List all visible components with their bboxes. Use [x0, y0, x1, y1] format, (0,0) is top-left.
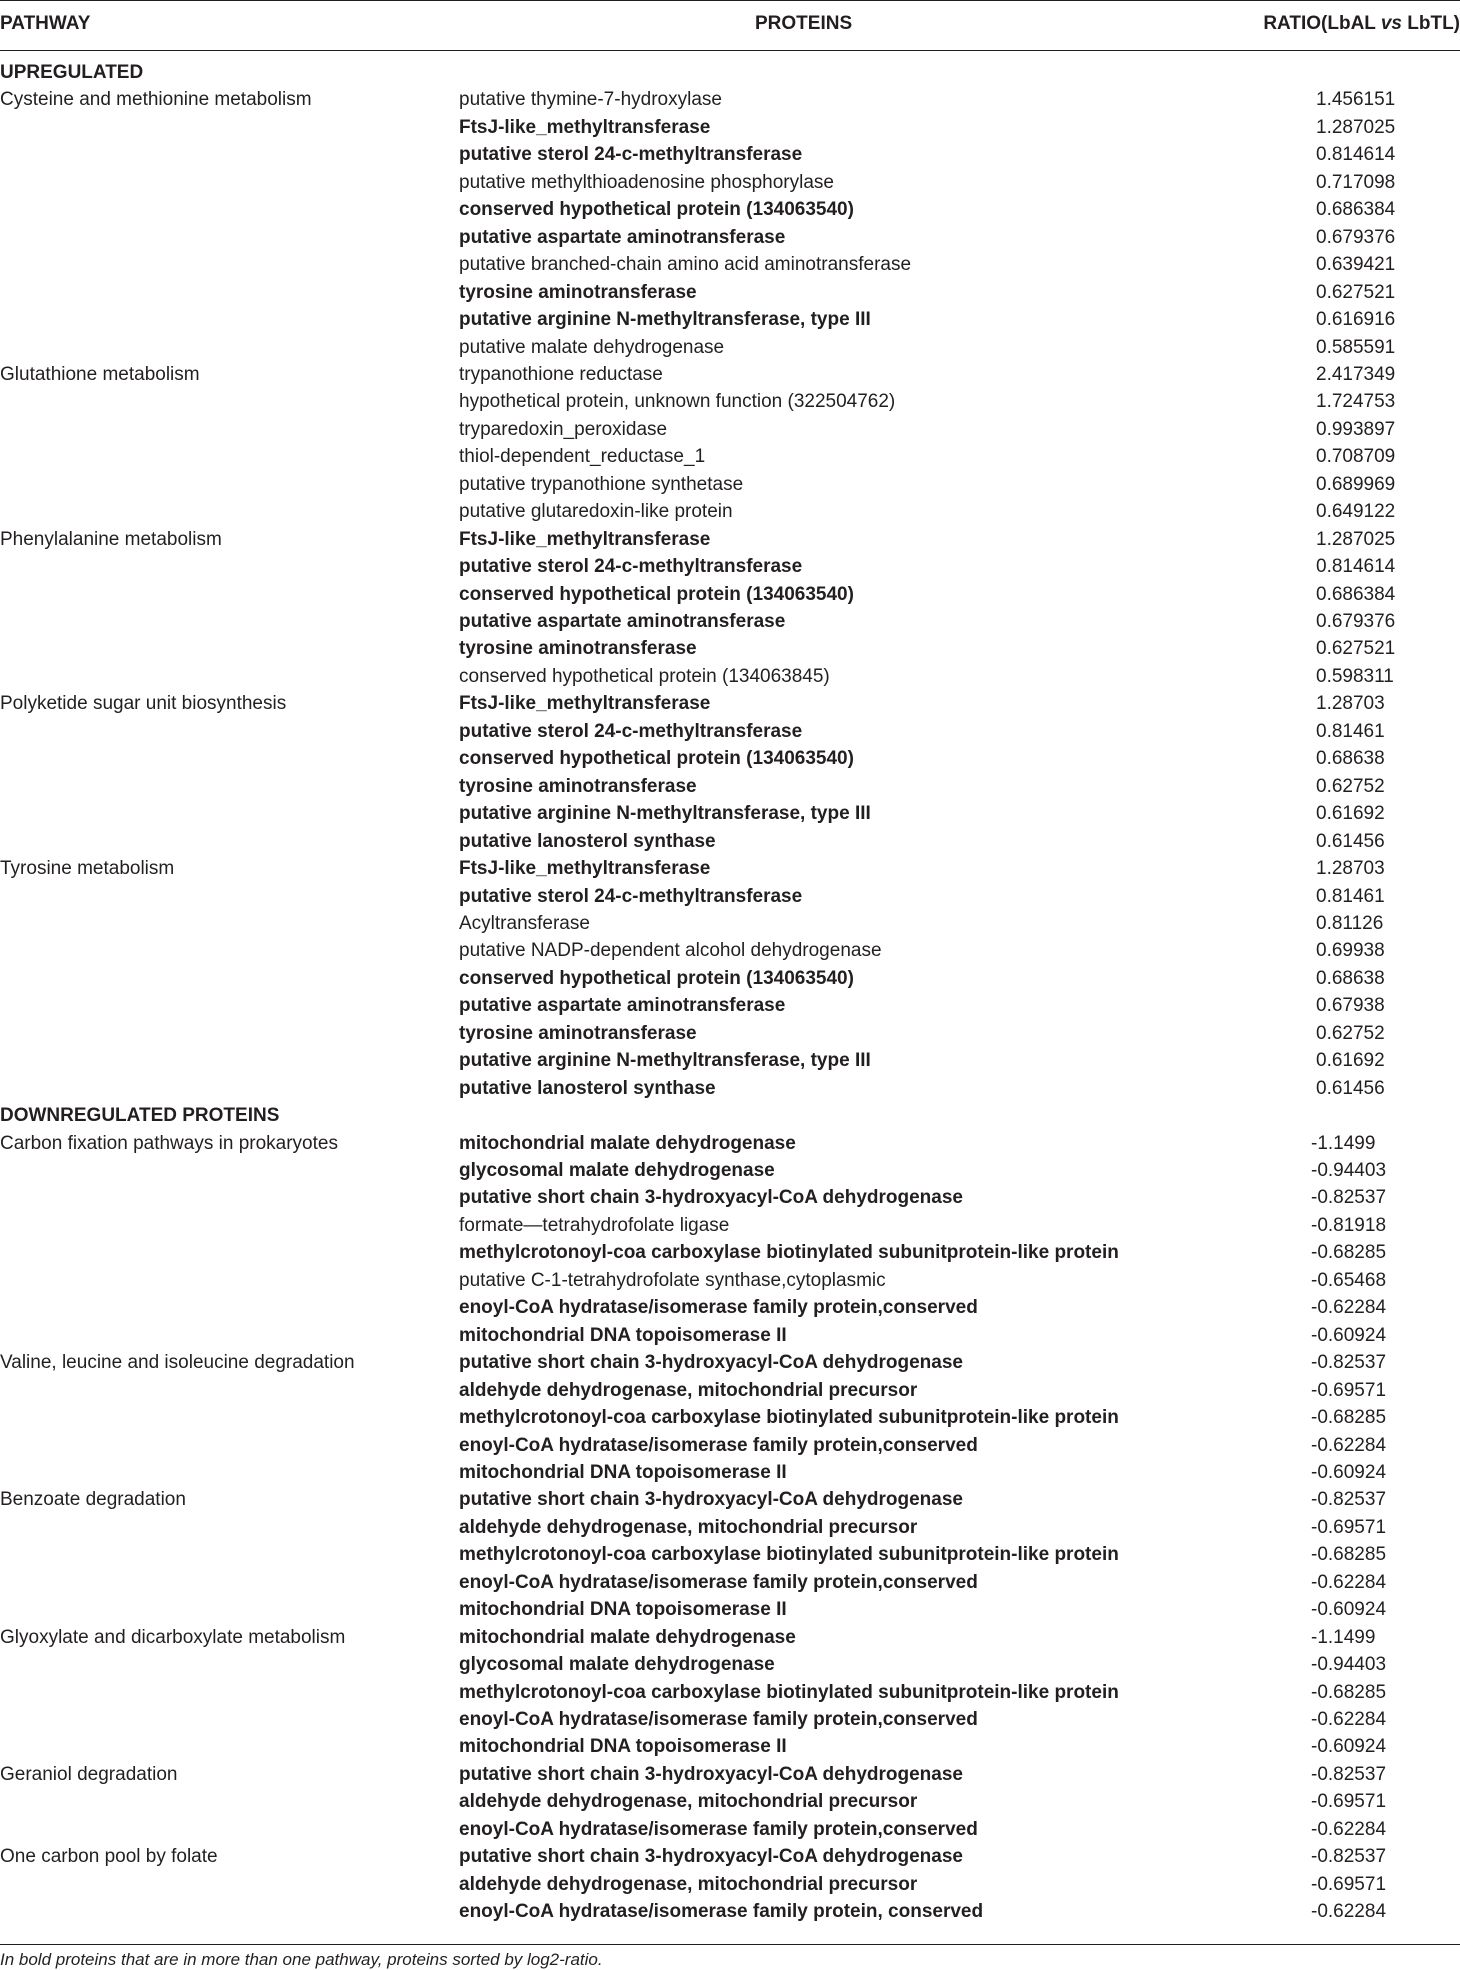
- protein-cell: putative aspartate aminotransferase: [459, 611, 786, 632]
- ratio-cell: 0.62752: [1316, 1022, 1385, 1044]
- table-row: [0, 1682, 1460, 1710]
- ratio-cell: -0.60924: [1311, 1461, 1387, 1483]
- table-row: [0, 584, 1460, 612]
- ratio-cell: 1.28703: [1316, 693, 1385, 715]
- protein-cell: enoyl-CoA hydratase/isomerase family protein, conserved: [459, 1901, 984, 1923]
- table-row: [0, 666, 1460, 694]
- table-row: [0, 721, 1460, 749]
- table-row: [0, 337, 1460, 365]
- table-row: [0, 1736, 1460, 1764]
- ratio-cell: -0.94403: [1311, 1654, 1387, 1676]
- ratio-cell: 0.81461: [1316, 720, 1385, 742]
- protein-cell: trypanothione reductase: [459, 363, 663, 385]
- table-row: [0, 1297, 1460, 1325]
- table-row: [0, 803, 1460, 831]
- protein-cell: thiol-dependent_reductase_1: [459, 446, 706, 468]
- table-row: [0, 1187, 1460, 1215]
- protein-cell: putative arginine N-methyltransferase, type III: [459, 803, 871, 825]
- table-row: [0, 501, 1460, 529]
- ratio-cell: 1.287025: [1316, 528, 1396, 550]
- table-row: [0, 858, 1460, 886]
- table-row: [0, 1627, 1460, 1655]
- protein-cell: putative short chain 3-hydroxyacyl-CoA dehydrogenase: [459, 1352, 963, 1374]
- ratio-cell: -0.82537: [1311, 1352, 1387, 1374]
- ratio-cell: 0.686384: [1316, 583, 1396, 605]
- table-row: [0, 913, 1460, 941]
- ratio-cell: 0.81461: [1316, 885, 1385, 907]
- protein-cell: putative sterol 24-c-methyltransferase: [459, 885, 803, 907]
- ratio-cell: -0.68285: [1311, 1681, 1387, 1703]
- protein-cell: putative aspartate aminotransferase: [459, 995, 786, 1017]
- pathway-cell: Phenylalanine metabolism: [0, 528, 222, 550]
- ratio-cell: -0.82537: [1311, 1763, 1387, 1785]
- pathway-cell: Tyrosine metabolism: [0, 858, 175, 880]
- header-pathway: PATHWAY: [0, 13, 91, 34]
- table-row: [0, 254, 1460, 282]
- protein-cell: putative aspartate aminotransferase: [459, 226, 786, 248]
- table-row: [0, 282, 1460, 310]
- table-row: [0, 831, 1460, 859]
- table-row: [0, 1407, 1460, 1435]
- table-row: [0, 89, 1460, 117]
- protein-cell: conserved hypothetical protein (134063540): [459, 583, 854, 605]
- table-row: [0, 776, 1460, 804]
- protein-cell: conserved hypothetical protein (134063540): [459, 199, 854, 221]
- section-title: UPREGULATED: [0, 62, 144, 83]
- protein-cell: putative lanosterol synthase: [459, 830, 716, 852]
- ratio-cell: -0.60924: [1311, 1599, 1387, 1621]
- protein-cell: conserved hypothetical protein (134063540): [459, 748, 854, 770]
- protein-cell: putative short chain 3-hydroxyacyl-CoA dehydrogenase: [459, 1846, 963, 1868]
- protein-cell: conserved hypothetical protein (134063845): [459, 665, 830, 687]
- ratio-cell: 0.639421: [1316, 254, 1396, 276]
- header-ratio-vs: vs: [1380, 13, 1402, 34]
- protein-cell: aldehyde dehydrogenase, mitochondrial precursor: [459, 1873, 918, 1895]
- table-row: [0, 199, 1460, 227]
- table-row: [0, 309, 1460, 337]
- ratio-cell: -1.1499: [1311, 1132, 1376, 1154]
- ratio-cell: 0.68638: [1316, 967, 1385, 989]
- ratio-cell: 0.679376: [1316, 611, 1396, 632]
- header-ratio-suffix: LbTL): [1401, 13, 1460, 34]
- protein-cell: enoyl-CoA hydratase/isomerase family protein,conserved: [459, 1434, 978, 1456]
- ratio-cell: -0.68285: [1311, 1544, 1387, 1566]
- ratio-cell: -0.82537: [1311, 1187, 1387, 1209]
- table-row: [0, 611, 1460, 639]
- protein-cell: mitochondrial DNA topoisomerase II: [459, 1324, 787, 1346]
- protein-cell: aldehyde dehydrogenase, mitochondrial precursor: [459, 1379, 918, 1401]
- protein-cell: tyrosine aminotransferase: [459, 638, 697, 660]
- protein-cell: enoyl-CoA hydratase/isomerase family protein,conserved: [459, 1709, 978, 1730]
- table-row: [0, 995, 1460, 1023]
- protein-cell: mitochondrial DNA topoisomerase II: [459, 1599, 787, 1621]
- protein-cell: hypothetical protein, unknown function (322504762): [459, 391, 896, 413]
- table-row: [0, 117, 1460, 145]
- protein-cell: aldehyde dehydrogenase, mitochondrial precursor: [459, 1791, 918, 1813]
- protein-cell: putative C-1-tetrahydrofolate synthase,cytoplasmic: [459, 1269, 886, 1291]
- pathway-cell: Geraniol degradation: [0, 1763, 178, 1785]
- protein-cell: putative branched-chain amino acid aminotransferase: [459, 254, 912, 276]
- ratio-cell: 0.61692: [1316, 1050, 1385, 1072]
- table-row: [0, 968, 1460, 996]
- ratio-cell: -0.62284: [1311, 1818, 1387, 1840]
- protein-cell: methylcrotonoyl-coa carboxylase biotinylated subunitprotein-like protein: [459, 1407, 1119, 1429]
- table-row: [0, 364, 1460, 392]
- protein-cell: putative lanosterol synthase: [459, 1077, 716, 1099]
- ratio-cell: -0.82537: [1311, 1489, 1387, 1511]
- table-row: [0, 144, 1460, 172]
- section-title: DOWNREGULATED PROTEINS: [0, 1105, 280, 1127]
- ratio-cell: 0.649122: [1316, 501, 1396, 523]
- ratio-cell: -0.68285: [1311, 1407, 1387, 1429]
- protein-cell: Acyltransferase: [459, 912, 590, 934]
- ratio-cell: -0.60924: [1311, 1324, 1387, 1346]
- table-row: [0, 1050, 1460, 1078]
- table-row: [0, 1764, 1460, 1792]
- ratio-cell: -0.62284: [1311, 1434, 1387, 1456]
- protein-cell: tryparedoxin_peroxidase: [459, 418, 668, 440]
- table-row: [0, 1352, 1460, 1380]
- table-row: [0, 1380, 1460, 1408]
- ratio-cell: 1.456151: [1316, 89, 1396, 111]
- ratio-cell: 0.62752: [1316, 775, 1385, 797]
- ratio-cell: 0.686384: [1316, 199, 1396, 221]
- table-row: [0, 1462, 1460, 1490]
- table-row: [0, 1517, 1460, 1545]
- table-row: [0, 1270, 1460, 1298]
- table-row: [0, 1846, 1460, 1874]
- ratio-cell: 0.814614: [1316, 556, 1396, 578]
- protein-cell: mitochondrial malate dehydrogenase: [459, 1132, 796, 1154]
- protein-cell: methylcrotonoyl-coa carboxylase biotinylated subunitprotein-like protein: [459, 1242, 1119, 1264]
- table-row: [0, 1023, 1460, 1051]
- ratio-cell: 1.287025: [1316, 116, 1396, 138]
- table-row: [0, 1489, 1460, 1517]
- ratio-cell: -0.62284: [1311, 1901, 1387, 1923]
- ratio-cell: 0.689969: [1316, 473, 1396, 495]
- protein-cell: formate—tetrahydrofolate ligase: [459, 1214, 730, 1236]
- ratio-cell: -0.62284: [1311, 1571, 1387, 1593]
- protein-cell: putative short chain 3-hydroxyacyl-CoA dehydrogenase: [459, 1187, 963, 1209]
- ratio-cell: 0.69938: [1316, 940, 1385, 962]
- protein-cell: enoyl-CoA hydratase/isomerase family protein,conserved: [459, 1571, 978, 1593]
- table-row: [0, 1819, 1460, 1847]
- table-row: [0, 940, 1460, 968]
- protein-cell: FtsJ-like_methyltransferase: [459, 693, 711, 715]
- pathway-cell: Glutathione metabolism: [0, 363, 200, 385]
- protein-cell: putative short chain 3-hydroxyacyl-CoA dehydrogenase: [459, 1763, 963, 1785]
- header-rule: [0, 50, 1460, 51]
- pathway-cell: Carbon fixation pathways in prokaryotes: [0, 1132, 338, 1154]
- ratio-cell: 0.717098: [1316, 171, 1396, 193]
- table-row: [0, 172, 1460, 200]
- ratio-cell: -0.69571: [1311, 1791, 1387, 1813]
- ratio-cell: 0.61456: [1316, 830, 1385, 852]
- protein-cell: methylcrotonoyl-coa carboxylase biotinylated subunitprotein-like protein: [459, 1681, 1119, 1703]
- protein-cell: mitochondrial DNA topoisomerase II: [459, 1736, 787, 1758]
- protein-cell: putative sterol 24-c-methyltransferase: [459, 720, 803, 742]
- ratio-cell: -0.60924: [1311, 1736, 1387, 1758]
- protein-cell: tyrosine aminotransferase: [459, 1022, 697, 1044]
- table-row: [0, 556, 1460, 584]
- protein-cell: glycosomal malate dehydrogenase: [459, 1654, 775, 1676]
- protein-cell: putative sterol 24-c-methyltransferase: [459, 144, 803, 166]
- header-ratio-prefix: RATIO(LbAL: [1263, 13, 1381, 34]
- ratio-cell: 0.81126: [1316, 912, 1384, 934]
- ratio-cell: 0.708709: [1316, 446, 1396, 468]
- table-row: [0, 693, 1460, 721]
- protein-cell: putative NADP-dependent alcohol dehydrogenase: [459, 940, 882, 962]
- ratio-cell: -0.68285: [1311, 1242, 1387, 1264]
- table-row: [0, 1599, 1460, 1627]
- protein-cell: mitochondrial malate dehydrogenase: [459, 1626, 796, 1648]
- table-row: [0, 748, 1460, 776]
- protein-cell: putative trypanothione synthetase: [459, 473, 744, 495]
- table-row: [0, 1791, 1460, 1819]
- pathway-cell: Valine, leucine and isoleucine degradation: [0, 1352, 355, 1374]
- ratio-cell: 0.61456: [1316, 1077, 1385, 1099]
- ratio-cell: 0.814614: [1316, 144, 1396, 166]
- ratio-cell: -0.69571: [1311, 1379, 1387, 1401]
- ratio-cell: -0.81918: [1311, 1214, 1387, 1236]
- protein-cell: FtsJ-like_methyltransferase: [459, 116, 711, 138]
- table-row: [0, 227, 1460, 255]
- table-row: [0, 1544, 1460, 1572]
- ratio-cell: 0.68638: [1316, 748, 1385, 770]
- ratio-cell: 2.417349: [1316, 363, 1396, 385]
- table-row: [0, 419, 1460, 447]
- ratio-cell: 0.679376: [1316, 226, 1396, 248]
- protein-cell: FtsJ-like_methyltransferase: [459, 528, 711, 550]
- ratio-cell: -0.62284: [1311, 1709, 1387, 1730]
- ratio-cell: -1.1499: [1311, 1626, 1376, 1648]
- table-row: [0, 1709, 1460, 1737]
- pathway-cell: Benzoate degradation: [0, 1489, 186, 1511]
- ratio-cell: -0.69571: [1311, 1873, 1387, 1895]
- ratio-cell: 1.724753: [1316, 391, 1396, 413]
- ratio-cell: -0.94403: [1311, 1160, 1387, 1181]
- pathway-cell: Glyoxylate and dicarboxylate metabolism: [0, 1626, 346, 1648]
- table-row: [0, 1160, 1460, 1188]
- protein-cell: glycosomal malate dehydrogenase: [459, 1160, 775, 1181]
- protein-cell: putative short chain 3-hydroxyacyl-CoA dehydrogenase: [459, 1489, 963, 1511]
- protein-cell: aldehyde dehydrogenase, mitochondrial precursor: [459, 1516, 918, 1538]
- table-row: [0, 1874, 1460, 1902]
- header-proteins: PROTEINS: [755, 13, 853, 34]
- protein-cell: conserved hypothetical protein (134063540): [459, 967, 854, 989]
- top-rule: [0, 0, 1460, 1]
- table-row: [0, 529, 1460, 557]
- ratio-cell: -0.65468: [1311, 1269, 1387, 1291]
- table-row: [0, 638, 1460, 666]
- bottom-rule: [0, 1944, 1460, 1945]
- protein-cell: putative sterol 24-c-methyltransferase: [459, 556, 803, 578]
- table-row: [0, 1215, 1460, 1243]
- table-row: [0, 474, 1460, 502]
- protein-cell: putative arginine N-methyltransferase, type III: [459, 1050, 871, 1072]
- table-row: [0, 1242, 1460, 1270]
- table-row: [0, 1078, 1460, 1106]
- protein-cell: tyrosine aminotransferase: [459, 281, 697, 303]
- ratio-cell: 0.627521: [1316, 281, 1396, 303]
- table-row: [0, 1435, 1460, 1463]
- ratio-cell: 0.585591: [1316, 336, 1396, 358]
- ratio-cell: -0.69571: [1311, 1516, 1387, 1538]
- pathway-cell: Polyketide sugar unit biosynthesis: [0, 693, 287, 715]
- protein-cell: mitochondrial DNA topoisomerase II: [459, 1461, 787, 1483]
- ratio-cell: 0.627521: [1316, 638, 1396, 660]
- table-row: [0, 1654, 1460, 1682]
- table-row: [0, 1572, 1460, 1600]
- pathway-cell: Cysteine and methionine metabolism: [0, 89, 312, 111]
- ratio-cell: -0.62284: [1311, 1297, 1387, 1319]
- protein-cell: FtsJ-like_methyltransferase: [459, 858, 711, 880]
- protein-cell: tyrosine aminotransferase: [459, 775, 697, 797]
- ratio-cell: 0.993897: [1316, 418, 1396, 440]
- table-row: [0, 886, 1460, 914]
- table-row: [0, 446, 1460, 474]
- header-ratio: [1263, 13, 1460, 37]
- table-row: [0, 1325, 1460, 1353]
- ratio-cell: 0.598311: [1316, 665, 1394, 687]
- ratio-cell: -0.82537: [1311, 1846, 1387, 1868]
- protein-cell: putative glutaredoxin-like protein: [459, 501, 733, 523]
- ratio-cell: 0.61692: [1316, 803, 1385, 825]
- protein-cell: enoyl-CoA hydratase/isomerase family protein,conserved: [459, 1297, 978, 1319]
- protein-cell: putative arginine N-methyltransferase, type III: [459, 309, 871, 331]
- protein-cell: putative methylthioadenosine phosphorylase: [459, 171, 834, 193]
- table-row: [0, 1133, 1460, 1161]
- protein-cell: putative thymine-7-hydroxylase: [459, 89, 722, 111]
- protein-cell: enoyl-CoA hydratase/isomerase family protein,conserved: [459, 1818, 978, 1840]
- ratio-cell: 0.67938: [1316, 995, 1385, 1017]
- protein-cell: methylcrotonoyl-coa carboxylase biotinylated subunitprotein-like protein: [459, 1544, 1119, 1566]
- pathway-cell: One carbon pool by folate: [0, 1846, 218, 1868]
- footnote: In bold proteins that are in more than one pathway, proteins sorted by log2-ratio.: [0, 1950, 603, 1969]
- ratio-cell: 0.616916: [1316, 309, 1396, 331]
- protein-cell: putative malate dehydrogenase: [459, 336, 725, 358]
- ratio-cell: 1.28703: [1316, 858, 1385, 880]
- table-row: [0, 391, 1460, 419]
- table-row: [0, 1901, 1460, 1929]
